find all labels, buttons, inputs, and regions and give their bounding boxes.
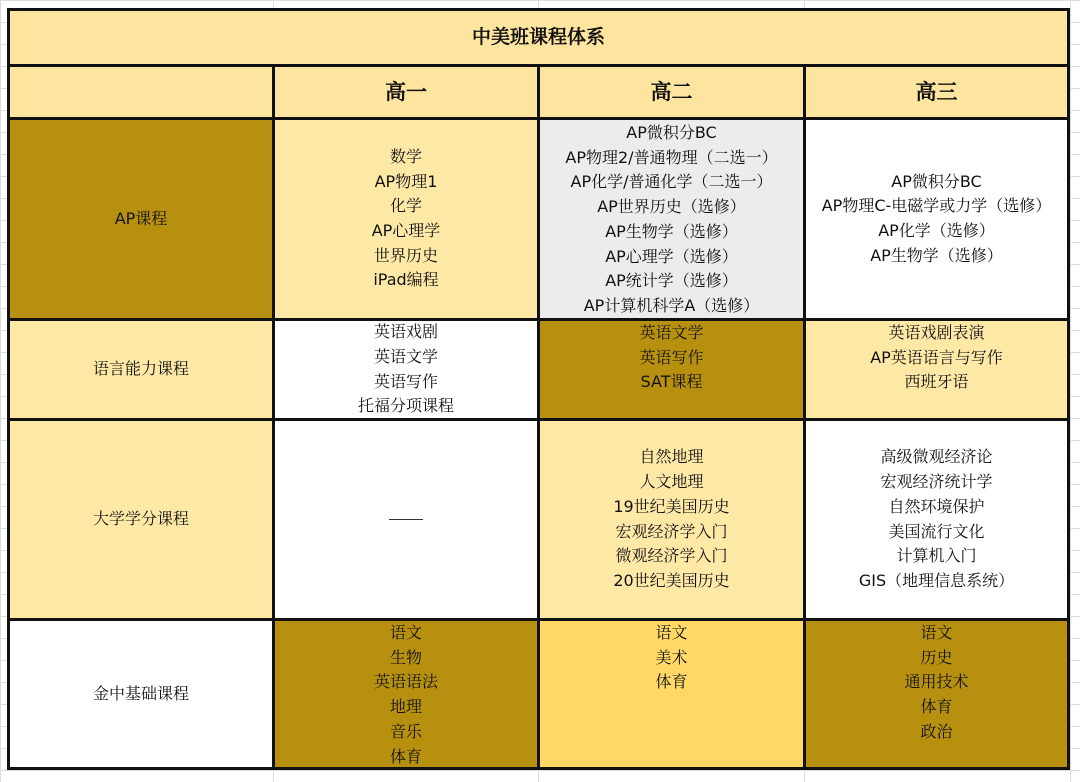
cell-language-grade-12[interactable]: [806, 321, 1067, 418]
course-item: 音乐: [389, 721, 422, 741]
cell-ap-grade-11[interactable]: [540, 120, 803, 318]
course-item: 西班牙语: [904, 372, 969, 392]
header-grade-10[interactable]: [275, 67, 537, 117]
course-item: 生物: [389, 647, 422, 667]
course-item: 通用技术: [904, 672, 969, 692]
course-item: 英语语法: [373, 672, 438, 692]
course-item: 19世纪美国历史: [613, 496, 730, 516]
course-item: 语文: [655, 623, 688, 642]
course-item: 微观经济学入门: [615, 546, 728, 566]
course-item: 英语文学: [373, 346, 438, 366]
course-item: 人文地理: [639, 472, 704, 492]
cell-ap-grade-10[interactable]: [275, 120, 537, 318]
empty-dash: [389, 519, 423, 520]
course-item: 宏观经济学入门: [615, 521, 728, 541]
row-label: 语言能力课程: [92, 359, 189, 379]
header-grade-12[interactable]: [806, 67, 1067, 117]
header-corner-cell[interactable]: [10, 67, 272, 117]
course-item: 美术: [655, 647, 688, 667]
course-item: AP计算机科学A（选修）: [583, 295, 760, 315]
course-item: 宏观经济统计学: [880, 472, 993, 492]
header-label: 高二: [650, 79, 693, 104]
row-label-language[interactable]: [10, 321, 272, 418]
course-item: 体育: [920, 697, 953, 717]
course-item: 政治: [920, 721, 953, 741]
cell-college-grade-10[interactable]: [275, 421, 537, 618]
table-title-cell[interactable]: [10, 11, 1067, 64]
course-item: 语文: [920, 623, 953, 642]
grid-column-line: [1070, 0, 1071, 782]
course-item: AP物理C-电磁学或力学（选修）: [821, 196, 1052, 216]
course-item: 英语写作: [373, 371, 438, 391]
course-item: AP心理学（选修）: [605, 246, 738, 266]
course-item: 语文: [389, 623, 422, 642]
course-item: 托福分项课程: [357, 396, 454, 416]
cell-college-grade-11[interactable]: [540, 421, 803, 618]
course-item: 世界历史: [373, 245, 438, 265]
course-item: AP生物学（选修）: [870, 245, 1003, 265]
course-item: 高级微观经济论: [880, 447, 993, 467]
course-item: 英语文学: [639, 323, 704, 342]
cell-foundation-grade-11[interactable]: [540, 621, 803, 767]
table-title: 中美班课程体系: [471, 26, 605, 49]
course-item: AP生物学（选修）: [605, 221, 738, 241]
course-item: AP统计学（选修）: [605, 271, 738, 291]
course-item: 英语戏剧: [373, 322, 438, 342]
course-item: AP物理2/普通物理（二选一）: [565, 147, 778, 167]
row-label: 大学学分课程: [92, 509, 189, 529]
course-item: 20世纪美国历史: [613, 570, 730, 590]
row-label: 金中基础课程: [92, 683, 189, 703]
course-item: AP世界历史（选修）: [597, 197, 746, 217]
course-item: 历史: [920, 647, 953, 667]
course-item: 体育: [655, 672, 688, 692]
header-grade-11[interactable]: [540, 67, 803, 117]
course-item: 计算机入门: [896, 546, 977, 566]
row-label-college-credit[interactable]: [10, 421, 272, 618]
course-item: AP物理1: [374, 171, 438, 191]
course-item: 体育: [389, 746, 422, 766]
course-item: AP英语语言与写作: [870, 347, 1003, 367]
course-item: 美国流行文化: [888, 521, 985, 541]
course-item: 化学: [389, 196, 422, 216]
course-item: 自然地理: [639, 447, 704, 467]
curriculum-table: [7, 8, 1070, 770]
cell-college-grade-12[interactable]: [806, 421, 1067, 618]
course-item: 英语戏剧表演: [888, 323, 985, 342]
header-label: 高一: [385, 79, 427, 104]
cell-language-grade-11[interactable]: [540, 321, 803, 418]
row-label: AP课程: [114, 208, 168, 228]
course-item: AP微积分BC: [891, 171, 982, 191]
course-item: SAT课程: [640, 372, 703, 392]
cell-foundation-grade-10[interactable]: [275, 621, 537, 767]
course-item: GIS（地理信息系统）: [858, 570, 1015, 590]
row-label-ap[interactable]: [10, 120, 272, 318]
course-item: AP心理学: [371, 221, 441, 240]
row-label-foundation[interactable]: [10, 621, 272, 767]
course-item: AP化学（选修）: [878, 221, 995, 240]
cell-language-grade-10[interactable]: [275, 321, 537, 418]
cell-ap-grade-12[interactable]: [806, 120, 1067, 318]
course-item: 自然环境保护: [888, 496, 985, 516]
header-label: 高三: [915, 79, 958, 104]
course-item: iPad编程: [373, 270, 439, 290]
course-item: 数学: [389, 146, 422, 166]
cell-foundation-grade-12[interactable]: [806, 621, 1067, 767]
course-item: AP微积分BC: [626, 123, 717, 142]
course-item: 英语写作: [639, 347, 704, 367]
course-item: 地理: [389, 697, 422, 717]
course-item: AP化学/普通化学（二选一）: [570, 172, 773, 192]
